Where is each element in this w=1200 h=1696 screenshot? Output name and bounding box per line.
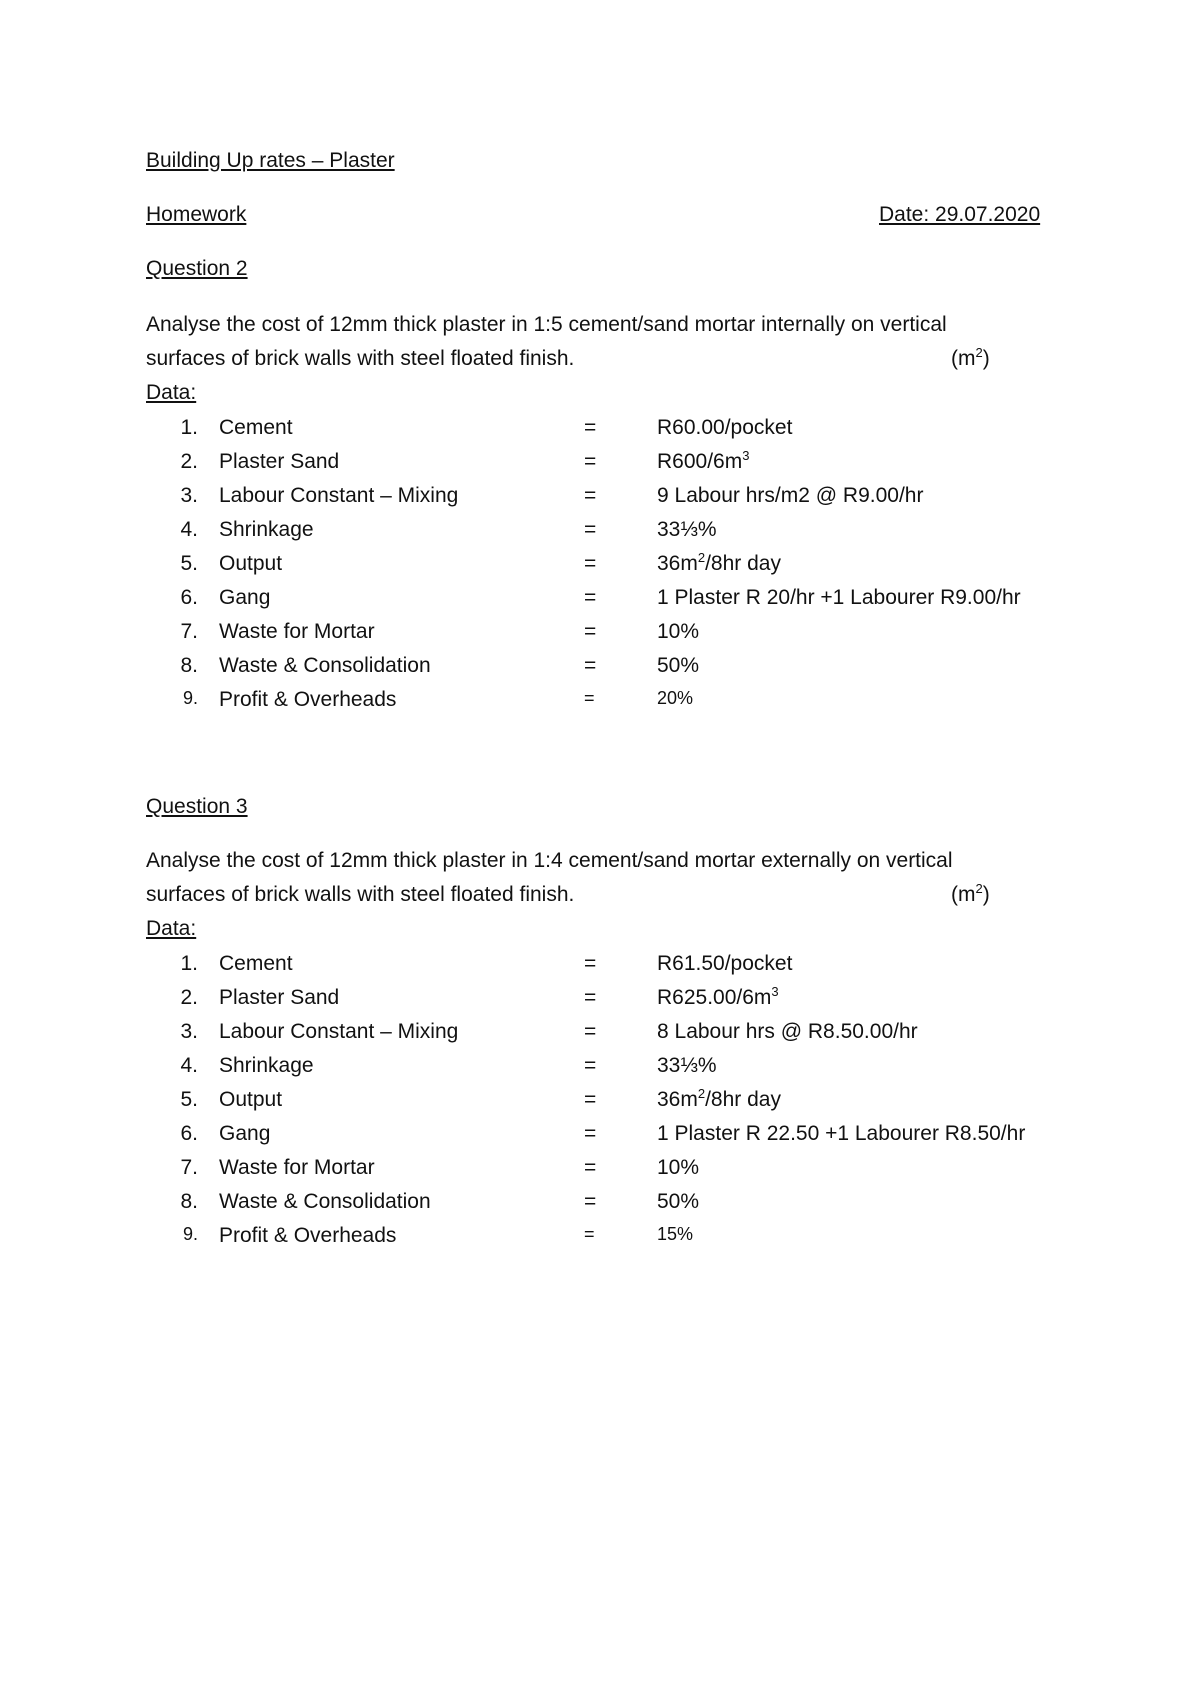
equals-sign: =: [584, 688, 595, 708]
item-number: 3.: [180, 1020, 198, 1043]
list-item: [0, 1122, 1200, 1148]
item-number: 6.: [180, 586, 198, 609]
question-3-text-line-2: surfaces of brick walls with steel floated finish.: [146, 883, 575, 906]
equals-sign: =: [584, 1122, 597, 1145]
item-label: Labour Constant – Mixing: [219, 484, 459, 507]
item-value: $R600/6m^3$: [657, 448, 750, 473]
list-item: [0, 1020, 1200, 1046]
item-label: Output: [219, 1088, 283, 1111]
equals-sign: =: [584, 1156, 597, 1179]
item-label: Cement: [219, 952, 293, 975]
question-3-data-label: Data:: [146, 917, 197, 940]
equals-sign: =: [584, 416, 597, 439]
equals-sign: =: [584, 986, 597, 1009]
item-label: Waste for Mortar: [219, 1156, 375, 1179]
item-number: 4.: [180, 1054, 198, 1077]
item-label: Plaster Sand: [219, 450, 340, 473]
list-item: [0, 484, 1200, 510]
question-2-unit: $(m^2)$: [951, 345, 990, 370]
item-number: 8.: [180, 1190, 198, 1213]
item-label: Waste & Consolidation: [219, 1190, 431, 1213]
list-item: [0, 1190, 1200, 1216]
item-label: Cement: [219, 416, 293, 439]
item-number: 7.: [180, 1156, 198, 1179]
item-number: 8.: [180, 654, 198, 677]
item-value: $36m^2/8hr$ day: [657, 550, 781, 575]
question-3-unit: $(m^2)$: [951, 881, 990, 906]
question-3-heading: Question 3: [146, 795, 248, 818]
item-number: 3.: [180, 484, 198, 507]
item-value: 1 Plaster R 22.50 +1 Labourer R8.50/hr: [657, 1122, 1026, 1145]
item-value: 15%: [657, 1224, 694, 1244]
item-number: 5.: [180, 1088, 198, 1111]
list-item: [0, 552, 1200, 578]
list-item: [0, 986, 1200, 1012]
equals-sign: =: [584, 484, 597, 507]
homework-label: Homework: [146, 203, 247, 226]
item-label: Waste for Mortar: [219, 620, 375, 643]
item-value: 50%: [657, 1190, 700, 1213]
item-label: Profit & Overheads: [219, 688, 397, 711]
item-label: Shrinkage: [219, 1054, 314, 1077]
list-item: [0, 450, 1200, 476]
list-item: [0, 1156, 1200, 1182]
item-value: $R625.00/6m^3$: [657, 984, 779, 1009]
item-label: Profit & Overheads: [219, 1224, 397, 1247]
list-item: [0, 1224, 1200, 1250]
equals-sign: =: [584, 1190, 597, 1213]
question-2-data-label: Data:: [146, 381, 197, 404]
item-label: Gang: [219, 586, 271, 609]
equals-sign: =: [584, 952, 597, 975]
item-value: 10%: [657, 1156, 700, 1179]
list-item: [0, 416, 1200, 442]
item-label: Gang: [219, 1122, 271, 1145]
list-item: [0, 1088, 1200, 1114]
list-item: [0, 654, 1200, 680]
item-number: 9.: [182, 688, 198, 708]
list-item: [0, 620, 1200, 646]
item-value: $36m^2/8hr$ day: [657, 1086, 781, 1111]
equals-sign: =: [584, 518, 597, 541]
item-value: 33⅓%: [657, 1054, 717, 1077]
item-label: Output: [219, 552, 283, 575]
item-value: 33⅓%: [657, 518, 717, 541]
equals-sign: =: [584, 1088, 597, 1111]
list-item: [0, 952, 1200, 978]
equals-sign: =: [584, 1054, 597, 1077]
equals-sign: =: [584, 620, 597, 643]
item-value: 20%: [657, 688, 694, 708]
list-item: [0, 1054, 1200, 1080]
item-value: R60.00/pocket: [657, 416, 793, 439]
item-number: 7.: [180, 620, 198, 643]
item-value: 50%: [657, 654, 700, 677]
equals-sign: =: [584, 1020, 597, 1043]
item-label: Shrinkage: [219, 518, 314, 541]
item-number: 9.: [182, 1224, 198, 1244]
item-value: 8 Labour hrs @ R8.50.00/hr: [657, 1020, 918, 1043]
question-3-text-line-1: Analyse the cost of 12mm thick plaster in 1:4 cement/sand mortar externally on vertical: [146, 849, 953, 872]
equals-sign: =: [584, 450, 597, 473]
document-title: Building Up rates – Plaster: [146, 149, 395, 172]
date-label: Date: 29.07.2020: [879, 203, 1041, 226]
item-value: 10%: [657, 620, 700, 643]
equals-sign: =: [584, 586, 597, 609]
item-number: 6.: [180, 1122, 198, 1145]
item-label: Waste & Consolidation: [219, 654, 431, 677]
question-2-text-line-1: Analyse the cost of 12mm thick plaster in 1:5 cement/sand mortar internally on vertical: [146, 313, 947, 336]
item-value: R61.50/pocket: [657, 952, 793, 975]
item-number: 2.: [180, 986, 198, 1009]
item-value: 9 Labour hrs/m2 @ R9.00/hr: [657, 484, 924, 507]
item-number: 1.: [180, 952, 198, 975]
item-label: Plaster Sand: [219, 986, 340, 1009]
question-2-text-line-2: surfaces of brick walls with steel floated finish.: [146, 347, 575, 370]
item-value: 1 Plaster R 20/hr +1 Labourer R9.00/hr: [657, 586, 1021, 609]
list-item: [0, 586, 1200, 612]
list-item: [0, 518, 1200, 544]
list-item: [0, 688, 1200, 714]
equals-sign: =: [584, 552, 597, 575]
question-2-heading: Question 2: [146, 257, 248, 280]
item-number: 2.: [180, 450, 198, 473]
item-label: Labour Constant – Mixing: [219, 1020, 459, 1043]
equals-sign: =: [584, 1224, 595, 1244]
equals-sign: =: [584, 654, 597, 677]
item-number: 5.: [180, 552, 198, 575]
item-number: 4.: [180, 518, 198, 541]
item-number: 1.: [180, 416, 198, 439]
